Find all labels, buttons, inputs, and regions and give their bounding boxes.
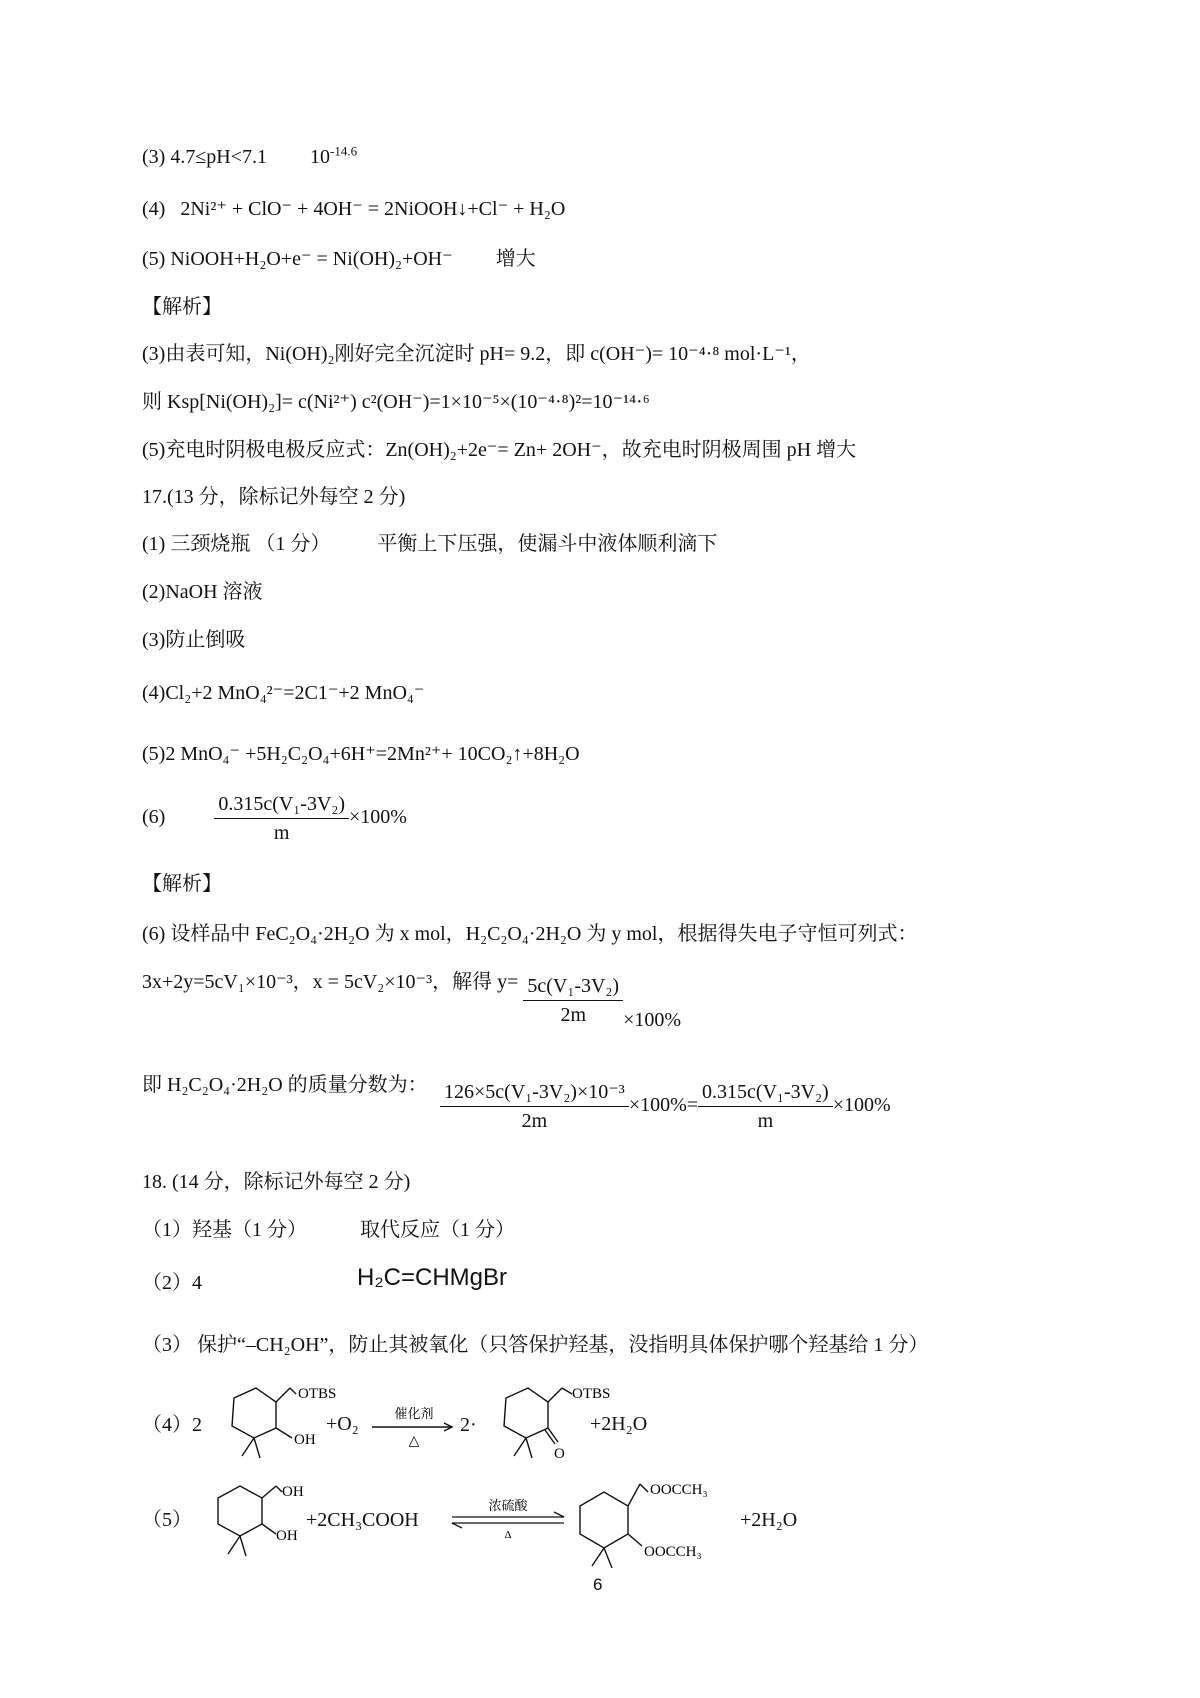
q18-answer-2-reagent: H₂C=CHMgBr bbox=[357, 1264, 507, 1291]
q16-analysis-3-line2: 则 Ksp[Ni(OH)₂]= c(Ni²⁺) c²(OH⁻)=1×10⁻⁵×(10⁻⁴·⁸)²=10⁻¹⁴·⁶ bbox=[142, 391, 650, 413]
q17-analysis-6-y-denominator: 2m bbox=[560, 1004, 586, 1026]
q17-analysis-6-mass-fraction-label: 即 H₂C₂O₄·2H₂O 的质量分数为： bbox=[142, 1074, 428, 1096]
q18-answer-4-coefficient: 2· bbox=[460, 1414, 477, 1436]
q17-analysis-6-fraction-1 bbox=[440, 1080, 629, 1133]
q17-answer-3: (3)防止倒吸 bbox=[142, 629, 246, 651]
q17-analysis-6-line2 bbox=[142, 970, 682, 1031]
q18-answer-5-label: （5） bbox=[142, 1509, 192, 1531]
q17-analysis-6-equals: ×100%= bbox=[628, 1094, 699, 1117]
q18-answer-5-reactant-oh-2: OH bbox=[276, 1528, 298, 1544]
q17-answer-1 bbox=[142, 532, 717, 556]
q17-answer-6-denominator: m bbox=[273, 822, 290, 844]
q16-answer-3-value: $10^{-14.6}$ bbox=[310, 143, 358, 168]
q18-answer-4-reactant-oh: OH bbox=[294, 1432, 316, 1448]
q18-answer-1-reaction-type: 取代反应（1 分） bbox=[360, 1219, 515, 1241]
q18-heading: 18. (14 分，除标记外每空 2 分) bbox=[142, 1171, 411, 1193]
q18-answer-2-count: （2）4 bbox=[142, 1272, 202, 1294]
q17-answer-1-purpose: 平衡上下压强，使漏斗中液体顺利滴下 bbox=[377, 533, 718, 555]
q17-answer-1-apparatus: (1) 三颈烧瓶 （1 分） bbox=[142, 533, 331, 555]
q17-analysis-6-fraction-2-denominator: m bbox=[757, 1110, 774, 1132]
q17-analysis-6-fraction-1-denominator: 2m bbox=[521, 1110, 548, 1132]
q18-answer-4-reactant-structure bbox=[204, 1380, 337, 1480]
q16-answer-5 bbox=[142, 247, 536, 271]
q17-answer-2: (2)NaOH 溶液 bbox=[142, 581, 263, 603]
q18-answer-5-equilibrium-arrow bbox=[448, 1496, 568, 1546]
q17-analysis-6-mass-fraction bbox=[440, 1080, 891, 1133]
q18-answer-5-reactant-oh-1: OH bbox=[282, 1484, 304, 1500]
q18-answer-4-arrow bbox=[372, 1403, 457, 1453]
q18-answer-1-group: （1）羟基（1 分） bbox=[142, 1219, 307, 1241]
q18-answer-4-heat: △ bbox=[408, 1434, 420, 1449]
q17-analysis-6-line3 bbox=[142, 1073, 428, 1097]
q18-answer-5-water: +2H₂O bbox=[740, 1509, 798, 1531]
q17-analysis-6-y-numerator: 5c(V₁-3V₂) bbox=[523, 974, 623, 1001]
q17-answer-6-numerator: 0.315c(V₁-3V₂) bbox=[214, 792, 349, 819]
q17-analysis-6-fraction-2-percent: ×100% bbox=[832, 1094, 891, 1117]
q18-answer-5-acetic-acid: +2CH₃COOH bbox=[306, 1509, 419, 1531]
q18-answer-4-water: +2H₂O bbox=[590, 1413, 648, 1435]
page-number: 6 bbox=[593, 1575, 603, 1594]
q18-answer-5-product-structure bbox=[570, 1470, 740, 1585]
q17-analysis-heading: 【解析】 bbox=[142, 873, 222, 895]
q17-answer-6-fraction bbox=[214, 792, 349, 845]
q18-answer-5-heat: Δ bbox=[504, 1529, 512, 1541]
q16-analysis-heading: 【解析】 bbox=[142, 296, 222, 318]
q17-answer-4: (4)Cl₂+2 MnO₄²⁻=2C1⁻+2 MnO₄⁻ bbox=[142, 682, 425, 704]
q17-analysis-6-fraction-2 bbox=[698, 1080, 833, 1133]
q18-answer-3: （3） 保护“–CH₂OH”，防止其被氧化（只答保护羟基，没指明具体保护哪个羟基给 1 分） bbox=[142, 1334, 929, 1356]
q17-analysis-6-y-fraction bbox=[523, 974, 623, 1027]
q16-answer-3 bbox=[142, 145, 357, 169]
q17-analysis-6-line1: (6) 设样品中 FeC₂O₄·2H₂O 为 x mol，H₂C₂O₄·2H₂O 为 y mol，根据得失电子守恒可列式： bbox=[142, 923, 918, 945]
q17-analysis-6-equations: 3x+2y=5cV₁×10⁻³，x = 5cV₂×10⁻³，解得 y= bbox=[142, 971, 519, 993]
q18-answer-4-reactant-otbs: OTBS bbox=[298, 1386, 337, 1402]
q17-answer-6-percent: ×100% bbox=[349, 806, 407, 829]
q16-analysis-5: (5)充电时阴极电极反应式：Zn(OH)₂+2e⁻= Zn+ 2OH⁻，故充电时阴极周围 pH 增大 bbox=[142, 439, 857, 461]
q16-answer-4 bbox=[142, 197, 565, 221]
q17-analysis-6-y-percent: ×100% bbox=[623, 1009, 682, 1031]
q18-answer-5-catalyst: 浓硫酸 bbox=[488, 1498, 528, 1513]
q16-answer-5-equation: (5) NiOOH+H₂O+e⁻ = Ni(OH)₂+OH⁻ bbox=[142, 248, 453, 270]
q17-answer-6 bbox=[142, 792, 407, 845]
q18-answer-4-product-otbs: OTBS bbox=[572, 1386, 611, 1402]
q18-answer-4-product-structure bbox=[476, 1380, 611, 1480]
q18-answer-1 bbox=[142, 1218, 515, 1242]
q18-answer-5-reactant-structure bbox=[196, 1478, 306, 1578]
q17-analysis-6-fraction-1-numerator: 126×5c(V₁-3V₂)×10⁻³ bbox=[440, 1080, 629, 1107]
q18-answer-5-product-ester-2: OOCCH₃ bbox=[644, 1544, 702, 1560]
q18-answer-4-label: （4）2 bbox=[142, 1414, 202, 1436]
q16-analysis-3-line1: (3)由表可知，Ni(OH)₂刚好完全沉淀时 pH= 9.2，即 c(OH⁻)= 10⁻⁴·⁸ mol·L⁻¹， bbox=[142, 343, 811, 365]
q18-answer-4-product-carbonyl: O bbox=[554, 1446, 565, 1462]
q16-answer-4-equation: 2Ni²⁺ + ClO⁻ + 4OH⁻ = 2NiOOH↓+Cl⁻ + H₂O bbox=[180, 198, 566, 220]
q17-answer-5: (5)2 MnO₄⁻ +5H₂C₂O₄+6H⁺=2Mn²⁺+ 10CO₂↑+8H₂O bbox=[142, 743, 580, 765]
q17-heading: 17.(13 分，除标记外每空 2 分) bbox=[142, 486, 406, 508]
q16-answer-5-result: 增大 bbox=[495, 248, 536, 270]
q16-answer-4-label: (4) bbox=[142, 198, 166, 220]
q17-answer-6-label: (6) bbox=[142, 806, 166, 829]
q18-answer-5-product-ester-1: OOCCH₃ bbox=[650, 1482, 708, 1498]
q18-answer-2 bbox=[142, 1264, 507, 1297]
q16-answer-3-range: (3) 4.7≤pH<7.1 bbox=[142, 146, 268, 168]
q18-answer-4-oxygen: +O₂ bbox=[326, 1413, 359, 1435]
q17-analysis-6-fraction-2-numerator: 0.315c(V₁-3V₂) bbox=[698, 1080, 833, 1107]
q18-answer-4-catalyst: 催化剂 bbox=[394, 1406, 434, 1421]
